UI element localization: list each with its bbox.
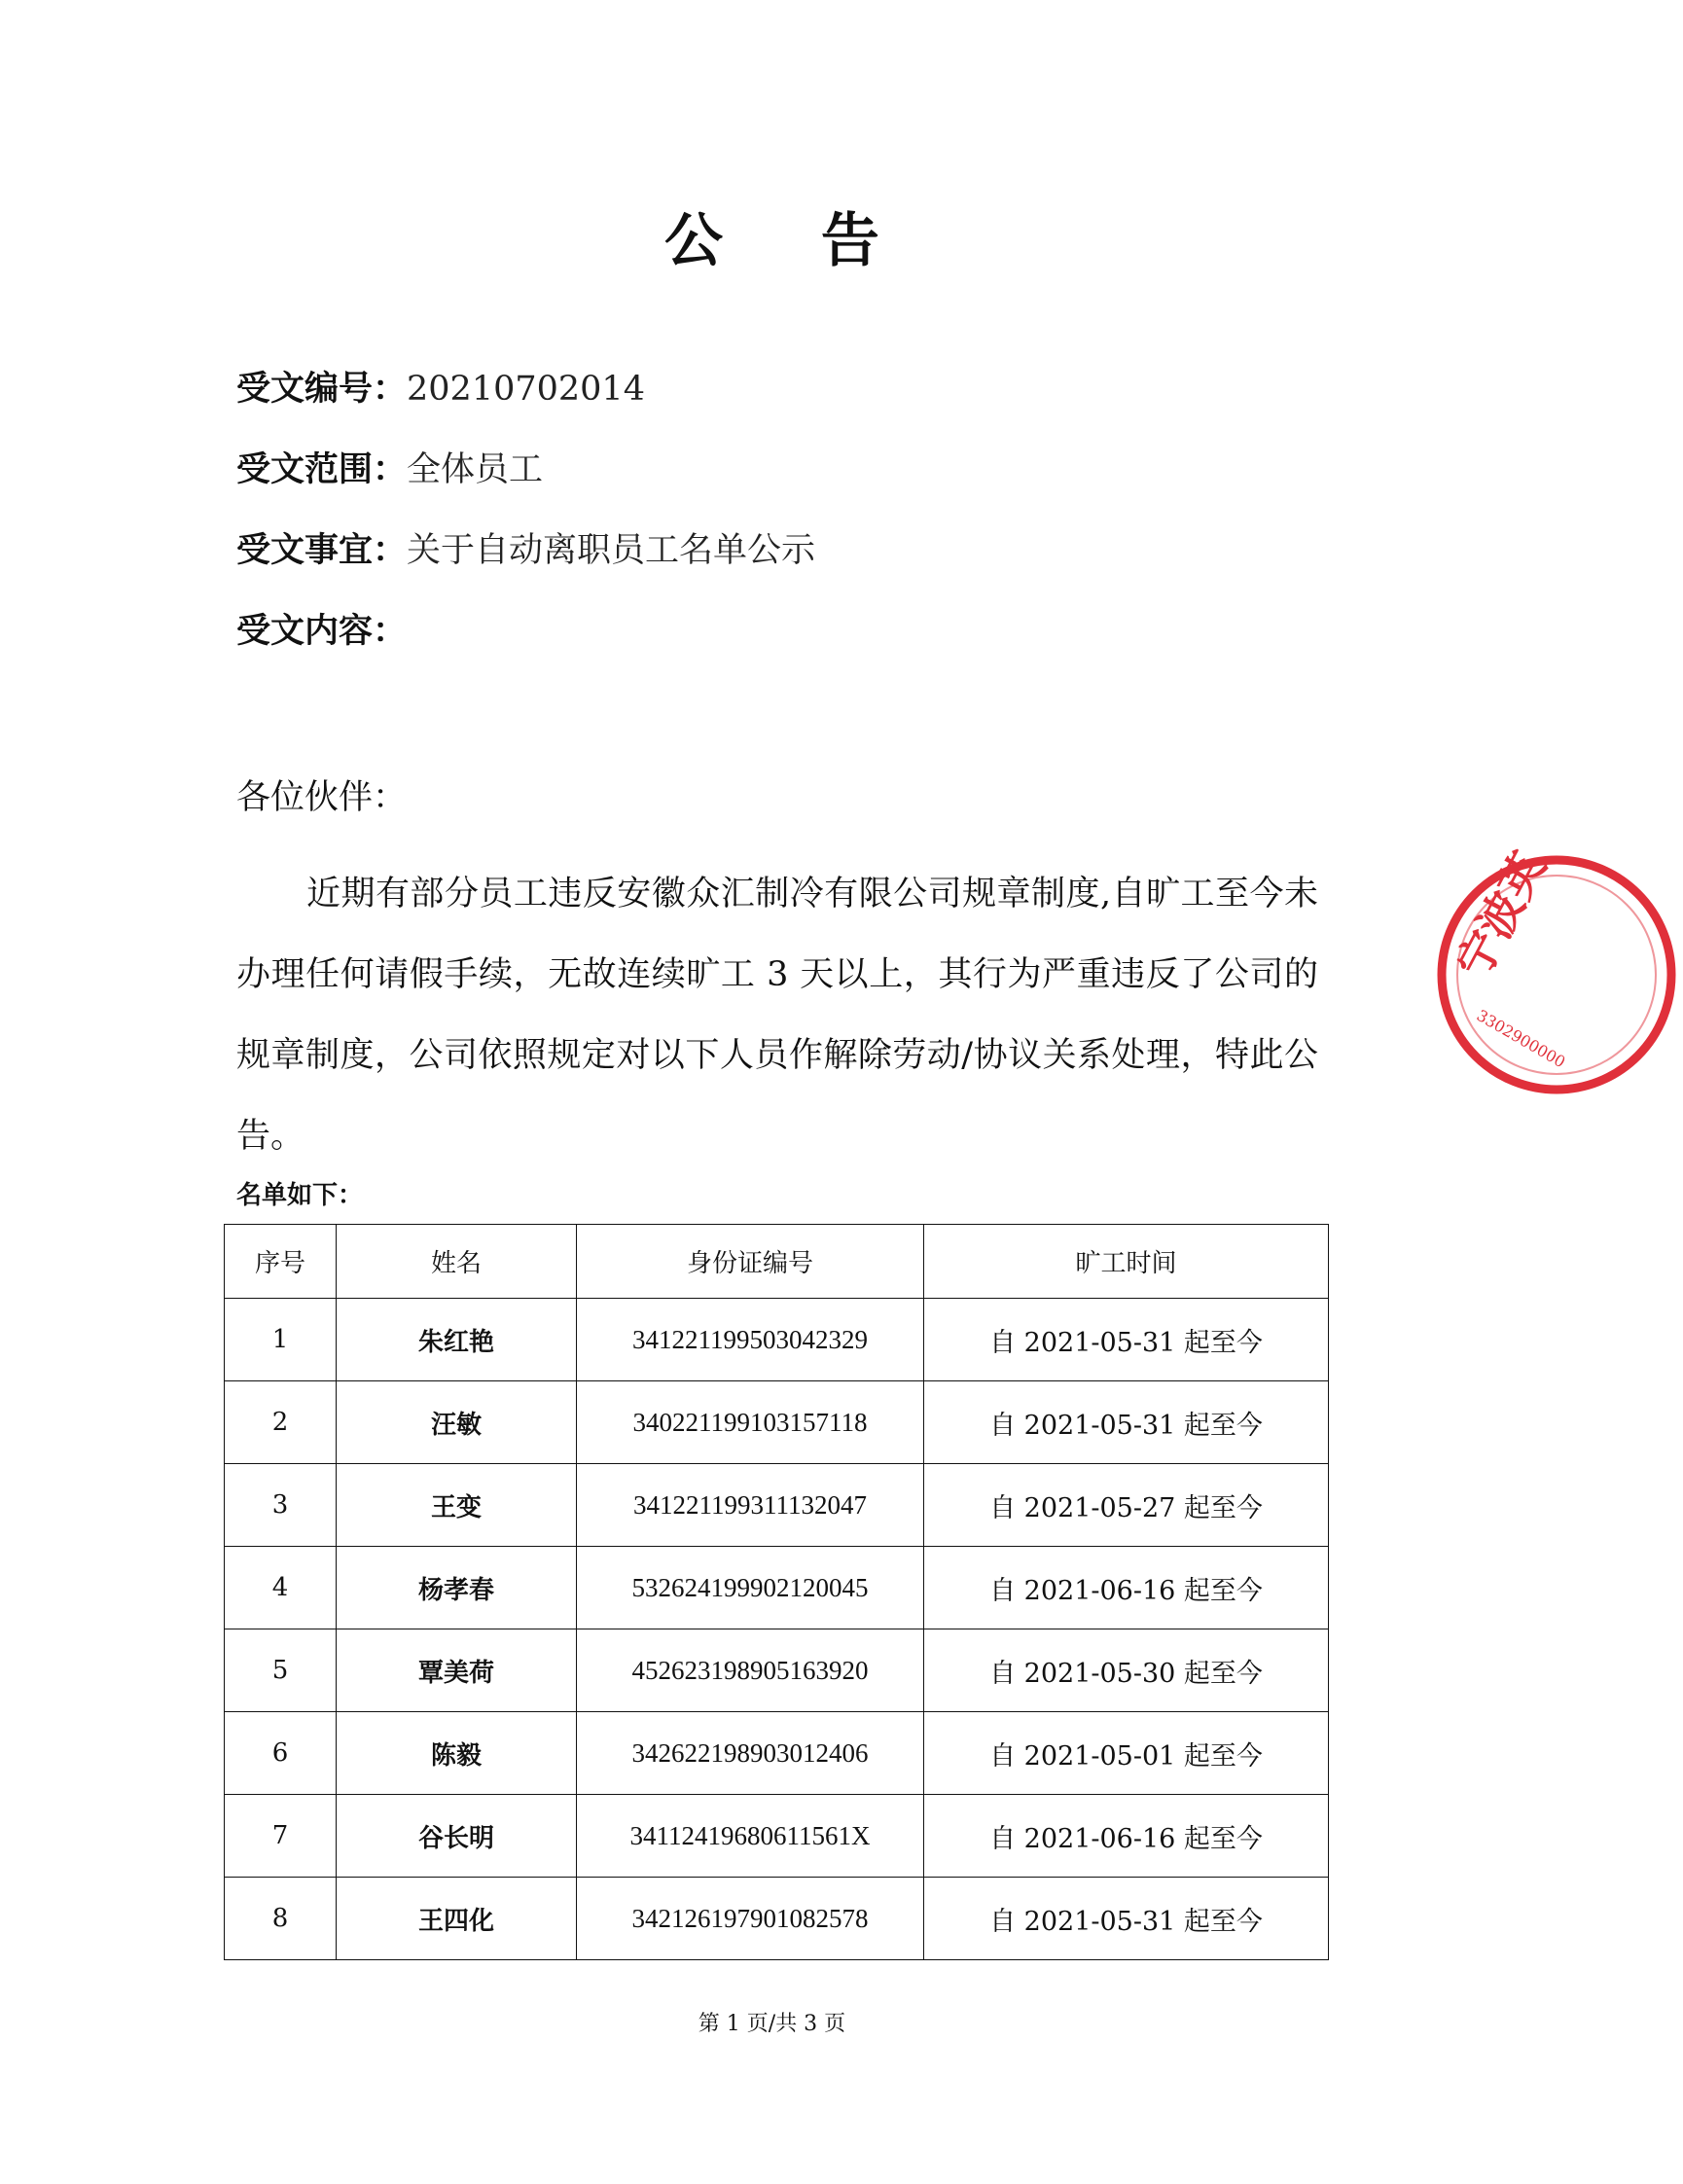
cell-index: 2 (225, 1381, 337, 1464)
cell-id-number: 340221199103157118 (577, 1381, 924, 1464)
cell-index: 4 (225, 1547, 337, 1629)
meta-label: 受文编号： (236, 369, 408, 409)
meta-value: 关于自动离职员工名单公示 (407, 531, 816, 570)
header-index: 序号 (225, 1225, 337, 1299)
cell-index: 3 (225, 1464, 337, 1547)
meta-label: 受文事宜： (236, 530, 408, 570)
table-header-row (225, 1225, 1329, 1299)
document-title: 公 告 (664, 207, 918, 275)
header-absence-period: 旷工时间 (924, 1225, 1329, 1299)
meta-content (236, 607, 407, 656)
announcement-body: 近期有部分员工违反安徽众汇制冷有限公司规章制度,自旷工至今未办理任何请假手续，无故连续旷工 3 天以上，其行为严重违反了公司的规章制度，公司依照规定对以下人员作解除劳动/协议关系处理，特此公告。 (236, 875, 1318, 1156)
meta-label: 受文内容： (236, 611, 408, 651)
cell-absence-period: 自 2021-05-31 起至今 (924, 1878, 1329, 1960)
cell-index: 1 (225, 1299, 337, 1381)
list-caption: 名单如下： (236, 1181, 364, 1210)
cell-id-number: 342126197901082578 (577, 1878, 924, 1960)
cell-absence-period: 自 2021-05-31 起至今 (924, 1381, 1329, 1464)
table-row (225, 1547, 1329, 1629)
cell-id-number: 341221199311132047 (577, 1464, 924, 1547)
cell-name: 王四化 (337, 1878, 577, 1960)
cell-id-number: 532624199902120045 (577, 1547, 924, 1629)
cell-index: 8 (225, 1878, 337, 1960)
cell-index: 5 (225, 1629, 337, 1712)
cell-absence-period: 自 2021-06-16 起至今 (924, 1547, 1329, 1629)
cell-index: 7 (225, 1795, 337, 1878)
svg-text:宁波英: 宁波英 (1446, 842, 1557, 986)
cell-id-number: 342622198903012406 (577, 1712, 924, 1795)
cell-absence-period: 自 2021-05-27 起至今 (924, 1464, 1329, 1547)
cell-name: 谷长明 (337, 1795, 577, 1878)
cell-id-number: 34112419680611561X (577, 1795, 924, 1878)
table-row (225, 1712, 1329, 1795)
page-footer: 第 1 页/共 3 页 (698, 2012, 846, 2036)
meta-subject (236, 526, 815, 575)
cell-name: 陈毅 (337, 1712, 577, 1795)
table-row (225, 1878, 1329, 1960)
cell-name: 朱红艳 (337, 1299, 577, 1381)
cell-name: 汪敏 (337, 1381, 577, 1464)
cell-id-number: 341221199503042329 (577, 1299, 924, 1381)
meta-scope (236, 446, 543, 494)
cell-absence-period: 自 2021-05-01 起至今 (924, 1712, 1329, 1795)
table-row (225, 1629, 1329, 1712)
greeting: 各位伙伴： (236, 778, 408, 817)
table-row (225, 1299, 1329, 1381)
table-row (225, 1464, 1329, 1547)
cell-id-number: 452623198905163920 (577, 1629, 924, 1712)
table-row (225, 1795, 1329, 1878)
header-id-number: 身份证编号 (577, 1225, 924, 1299)
cell-index: 6 (225, 1712, 337, 1795)
cell-name: 覃美荷 (337, 1629, 577, 1712)
table-row (225, 1381, 1329, 1464)
meta-value: 全体员工 (407, 450, 544, 489)
meta-label: 受文范围： (236, 449, 408, 489)
cell-absence-period: 自 2021-05-31 起至今 (924, 1299, 1329, 1381)
cell-name: 王变 (337, 1464, 577, 1547)
company-seal-icon (1430, 842, 1683, 1101)
cell-absence-period: 自 2021-05-30 起至今 (924, 1629, 1329, 1712)
header-name: 姓名 (337, 1225, 577, 1299)
cell-absence-period: 自 2021-06-16 起至今 (924, 1795, 1329, 1878)
employee-table (224, 1224, 1329, 1960)
meta-doc-number (236, 365, 645, 413)
cell-name: 杨孝春 (337, 1547, 577, 1629)
meta-value: 20210702014 (407, 370, 645, 409)
svg-text:3302900000: 3302900000 (1473, 1006, 1569, 1072)
